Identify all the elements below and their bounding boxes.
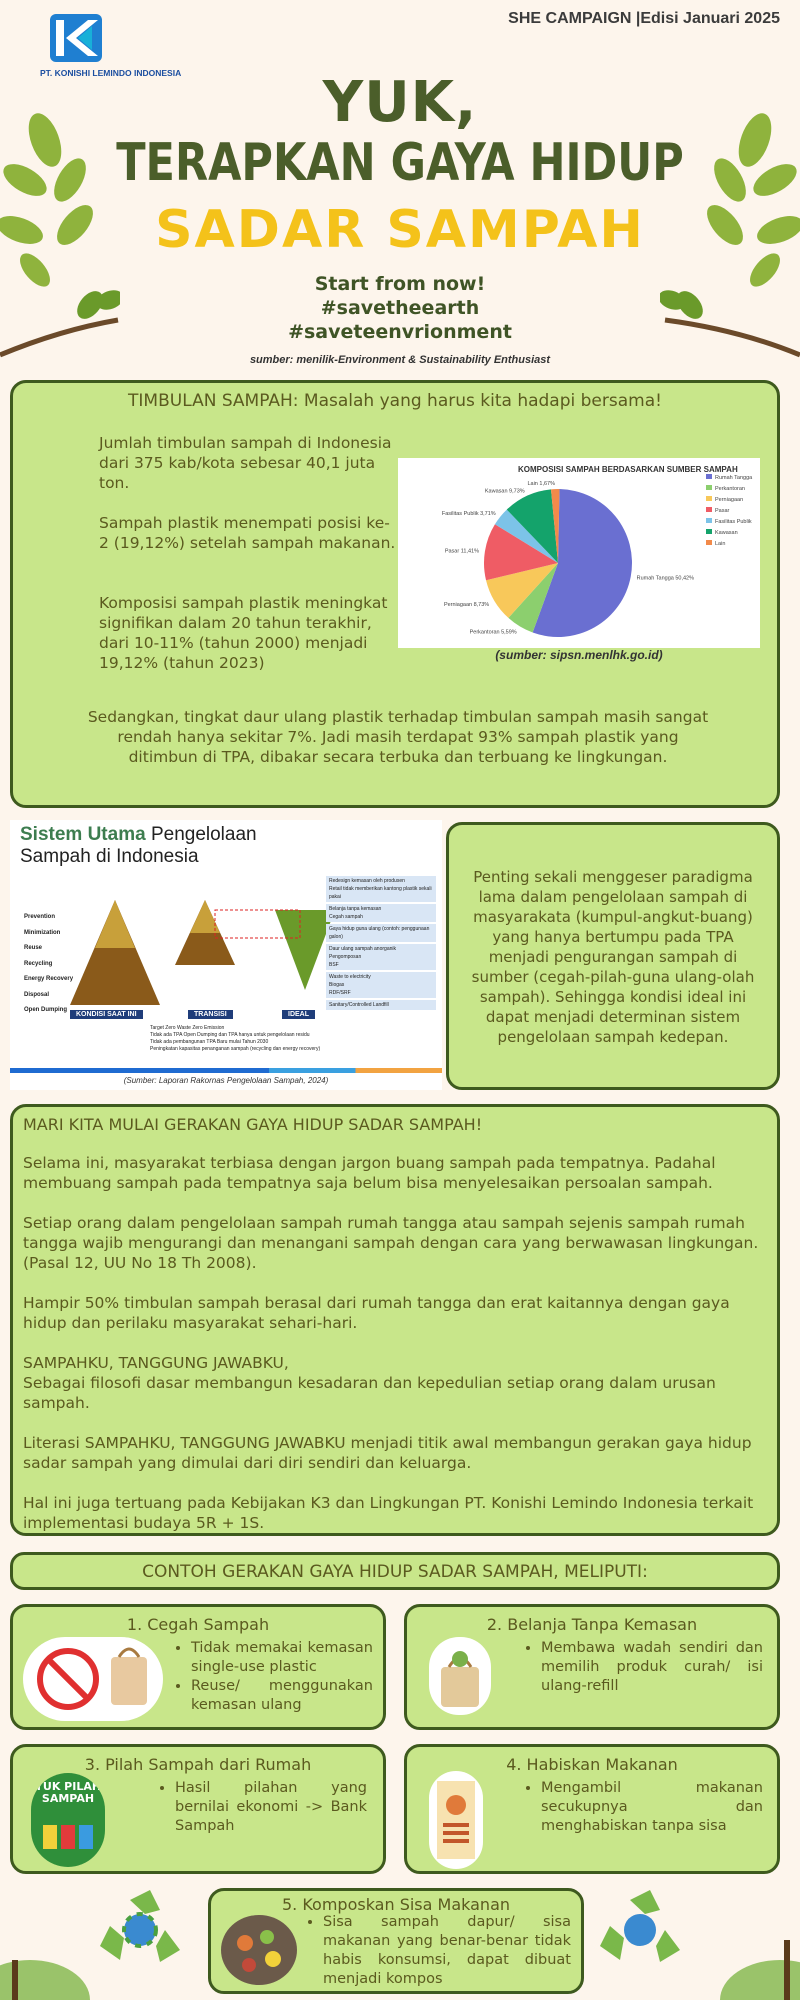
gerakan-paragraph: Selama ini, masyarakat terbiasa dengan jargon buang sampah pada tempatnya. Padahal membuang sampah pada tempatnya saja belum bisa menyelesaikan persoalan sampah. <box>23 1154 716 1192</box>
note: Belanja tanpa kemasan <box>329 906 382 912</box>
pie-data-label: Perniagaan 8,73% <box>443 601 490 608</box>
bottom-right-decoration <box>600 1880 800 2000</box>
note-group <box>326 904 436 922</box>
sistem-title-line2: Sampah di Indonesia <box>20 846 199 867</box>
campaign-edition: SHE CAMPAIGN |Edisi Januari 2025 <box>508 10 780 27</box>
legend-label: Pasar <box>715 508 730 514</box>
contoh-item-2 <box>404 1604 780 1730</box>
note: Retail tidak memberikan kantong plastik sekali pakai <box>329 886 432 900</box>
gerakan-paragraph <box>23 1353 763 1413</box>
note-group <box>326 1000 436 1010</box>
target-item: Tidak ada TPA Open Dumping dan TPA hanya untuk pengelolaan residu <box>150 1032 310 1038</box>
contoh-header <box>10 1552 780 1590</box>
legend-swatch <box>706 496 712 501</box>
legend-label: Perkantoran <box>715 486 745 492</box>
hierarchy-label: Recycling <box>24 960 53 967</box>
pie-chart <box>398 458 760 648</box>
item-title: 3. Pilah Sampah dari Rumah <box>84 1755 312 1774</box>
tagline-line: #savetheearth <box>320 297 480 319</box>
gerakan-paragraph: Setiap orang dalam pengelolaan sampah rumah tangga atau sampah sejenis sampah rumah tangga wajib mengurangi dan menangani sampah dengan cara yang berwawasan lingkungan. (Pasal 12, UU No 18 Th 2008). <box>23 1214 759 1272</box>
note: RDF/SRF <box>329 990 351 996</box>
legend-label: Rumah Tangga <box>715 475 753 481</box>
targets-list <box>150 1025 330 1053</box>
note: Redesign kemasan oleh produsen <box>329 878 405 884</box>
header-source: sumber: menilik-Environment & Sustainability Enthusiast <box>249 354 551 366</box>
note-group <box>326 924 436 942</box>
chart-source: (sumber: sipsn.menlhk.go.id) <box>495 648 663 662</box>
contoh-item-3 <box>10 1744 386 1874</box>
note-group <box>326 876 436 902</box>
pie-data-label: Perkantoran 5,59% <box>469 629 517 636</box>
ideal-notes <box>326 876 436 1010</box>
hierarchy-label: Energy Recovery <box>24 976 74 982</box>
pie-data-label: Rumah Tangga 50,42% <box>636 575 695 582</box>
no-plastic-icon <box>23 1637 163 1721</box>
pilah-image <box>31 1773 105 1867</box>
timbulan-paragraph: Jumlah timbulan sampah di Indonesia dari 375 kab/kota sebesar 40,1 juta ton. <box>99 434 392 492</box>
note: Daur ulang sampah anorganik <box>329 946 396 952</box>
contoh-title: CONTOH GERAKAN GAYA HIDUP SADAR SAMPAH, MELIPUTI: <box>142 1562 648 1582</box>
paradigma-text: Penting sekali menggeser paradigma lama dalam pengelolaan sampah di masyarakata (kumpul-angkut-buang) yang hanya bertumpu pada TPA menjadi pengurangan sampah di sumber (cegah-pilah-guna ulang-olah sampah). Sehingga kondisi ideal ini dapat menjadi determinan sistem pengelolaan sampah kedepan. <box>471 868 755 1046</box>
note: Waste to electricity <box>329 974 371 980</box>
timbulan-title: TIMBULAN SAMPAH: Masalah yang harus kita hadapi bersama! <box>128 391 662 411</box>
note: Sanitary/Controlled Landfill <box>329 1002 389 1008</box>
gerakan-section <box>10 1104 780 1536</box>
hierarchy-label: Disposal <box>24 991 50 998</box>
gerakan-paragraph: Hampir 50% timbulan sampah berasal dari rumah tangga dan erat kaitannya dengan gaya hidup dan perilaku masyarakat sehari-hari. <box>23 1294 730 1332</box>
tagline-line: Start from now! <box>314 273 486 295</box>
title-line-3: SADAR SAMPAH <box>155 200 645 260</box>
target-item: Tidak ada pembangunan TPA Baru mulai Tahun 2030 <box>150 1039 269 1045</box>
bag-image <box>429 1637 491 1715</box>
note: Pengomposan <box>329 954 362 960</box>
note: Cegah sampah <box>329 914 363 920</box>
chart-title: KOMPOSISI SAMPAH BERDASARKAN SUMBER SAMPAH <box>518 465 738 474</box>
legend-swatch <box>706 474 712 479</box>
gerakan-motto-desc: Sebagai filosofi dasar membangun kesadaran dan kepedulian setiap orang dalam urusan sampah. <box>23 1374 716 1412</box>
timbulan-paragraph: Sampah plastik menempati posisi ke-2 (19,12%) setelah sampah makanan. <box>99 514 396 552</box>
sistem-title-bold: Sistem Utama <box>20 824 146 845</box>
color-bar <box>10 1068 442 1073</box>
item-bullets <box>523 1779 763 1836</box>
timbulan-paragraph: Komposisi sampah plastik meningkat signifikan dalam 20 tahun terakhir, dari 10-11% (tahun 2000) menjadi 19,12% (tahun 2023) <box>99 594 388 672</box>
bullet-item: • Tidak memakai kemasan single-use plastic <box>191 1639 373 1677</box>
note: Gaya hidup guna ulang (contoh: penggunaan galon) <box>329 926 430 940</box>
recycle-icon <box>100 1890 180 1962</box>
food-image <box>429 1771 483 1869</box>
pie-data-label: Pasar 11,41% <box>444 548 479 555</box>
note-group <box>326 972 436 998</box>
tote-bag-icon <box>429 1637 491 1715</box>
stage-transition: TRANSISI <box>188 1010 233 1019</box>
timbulan-footer: Sedangkan, tingkat daur ulang plastik terhadap timbulan sampah masih sangat rendah hanya sekitar 7%. Jadi masih terdapat 93% sampah plastik yang ditimbun di TPA, dibakar secara terbuka dan terbuang ke lingkungan. <box>87 708 709 766</box>
sistem-source: (Sumber: Laporan Rakornas Pengelolaan Sampah, 2024) <box>123 1076 329 1085</box>
contoh-item-5 <box>208 1888 584 1994</box>
bullet-item: • Hasil pilahan yang bernilai ekonomi -> Bank Sampah <box>175 1779 367 1836</box>
stage-ideal: IDEAL <box>282 1010 315 1019</box>
logo-icon <box>48 12 104 64</box>
tagline-line: #saveteenvrionment <box>288 321 512 343</box>
note-group <box>326 944 436 970</box>
pyramid-diagram <box>60 890 360 1010</box>
item-title: 4. Habiskan Makanan <box>506 1755 678 1774</box>
note: Biogas <box>329 982 345 988</box>
hierarchy-label: Minimization <box>24 929 61 936</box>
hierarchy-label: Prevention <box>24 914 56 920</box>
item-title: 1. Cegah Sampah <box>126 1615 270 1634</box>
pilah-image-text: YUK PILAH SAMPAH <box>34 1780 102 1805</box>
legend-swatch <box>706 507 712 512</box>
hierarchy-label: Reuse <box>24 945 43 951</box>
pie-data-label: Lain 1,67% <box>527 481 556 488</box>
legend-swatch <box>706 518 712 523</box>
bottom-left-decoration <box>0 1880 210 2000</box>
title-line-2: TERAPKAN GAYA HIDUP <box>116 133 684 193</box>
pie-chart-card <box>398 458 760 648</box>
company-name: PT. KONISHI LEMINDO INDONESIA <box>40 68 182 78</box>
legend-label: Perniagaan <box>715 497 744 503</box>
legend-swatch <box>706 529 712 534</box>
gerakan-paragraph: Hal ini juga tertuang pada Kebijakan K3 dan Lingkungan PT. Konishi Lemindo Indonesia terkait implementasi budaya 5R + 1S. <box>23 1494 754 1532</box>
item-bullets <box>173 1639 373 1715</box>
legend-label: Fasilitas Publik <box>715 519 752 525</box>
item-title: 2. Belanja Tanpa Kemasan <box>486 1615 698 1634</box>
legend-label: Kawasan <box>715 530 738 536</box>
bullet-item: • Mengambil makanan secukupnya dan menghabiskan tanpa sisa <box>541 1779 763 1836</box>
bullet-item: • Reuse/ menggunakan kemasan ulang <box>191 1677 373 1715</box>
target-item: Target Zero Waste Zero Emission <box>150 1025 225 1031</box>
pie-data-label: Fasilitas Publik 3,71% <box>441 510 496 517</box>
gerakan-paragraph: Literasi SAMPAHKU, TANGGUNG JAWABKU menjadi titik awal membangun gerakan gaya hidup sadar sampah yang dimulai dari diri sendiri dan keluarga. <box>23 1434 752 1472</box>
title-line-1: YUK, <box>322 70 478 135</box>
item-bullets <box>523 1639 763 1696</box>
gerakan-title: MARI KITA MULAI GERAKAN GAYA HIDUP SADAR SAMPAH! <box>23 1115 483 1134</box>
item-title: 5. Komposkan Sisa Makanan <box>281 1895 511 1914</box>
sistem-title-rest: Pengelolaan <box>145 824 257 845</box>
pie-data-label: Kawasan 9,73% <box>484 488 525 495</box>
note: BSF <box>329 962 339 968</box>
food-scraps-icon <box>221 1915 297 1985</box>
bullet-item: • Sisa sampah dapur/ sisa makanan yang benar-benar tidak habis konsumsi, dapat dibuat menjadi kompos <box>323 1913 571 1989</box>
sistem-diagram <box>10 820 442 1090</box>
bullet-item: • Membawa wadah sendiri dan memilih produk curah/ isi ulang-refill <box>541 1639 763 1696</box>
sistem-title <box>20 824 257 868</box>
legend-swatch <box>706 485 712 490</box>
compost-image <box>221 1915 297 1985</box>
target-item: Peningkatan kapasitas penanganan sampah (recycling dan energy recovery) <box>150 1046 321 1052</box>
food-poster-icon <box>429 1771 483 1869</box>
contoh-item-4 <box>404 1744 780 1874</box>
no-plastic-image <box>23 1637 163 1721</box>
legend-label: Lain <box>715 541 726 547</box>
stage-current: KONDISI SAAT INI <box>70 1010 143 1019</box>
item-bullets <box>305 1913 571 1989</box>
contoh-item-1 <box>10 1604 386 1730</box>
tagline <box>0 272 800 344</box>
gerakan-motto: SAMPAHKU, TANGGUNG JAWABKU, <box>23 1354 289 1372</box>
paradigma-section <box>446 822 780 1090</box>
hierarchy-label: Open Dumping <box>24 1007 67 1013</box>
recycle-icon <box>600 1890 680 1962</box>
item-bullets <box>157 1779 367 1836</box>
legend-swatch <box>706 540 712 545</box>
